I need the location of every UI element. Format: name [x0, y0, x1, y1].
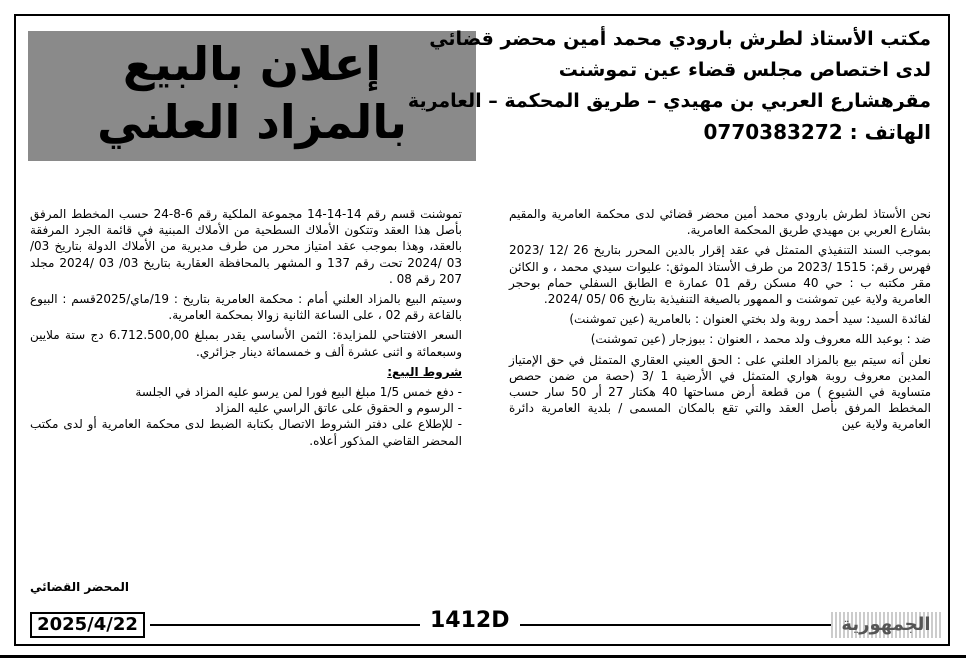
- header-jurisdiction: لدى اختصاص مجلس قضاء عين تموشنت: [558, 59, 931, 81]
- banner-title-line2: بالمزاد العلني: [97, 95, 407, 149]
- right-text-column: [509, 206, 931, 437]
- paragraph-debtor: ضد : بوعبد الله معروف ولد محمد ، العنوان : ببوزجار (عين تموشنت): [590, 332, 931, 347]
- bailiff-office-header: [407, 24, 931, 148]
- term-item: - للإطلاع على دفتر الشروط الاتصال بكتابة الضبط لدى محكمة العامرية أو لدى مكتب المحضر القاضي المذكور أعلاه.: [30, 417, 462, 448]
- footer-divider-left: [150, 624, 420, 626]
- page-bottom-rule: [0, 655, 966, 658]
- paragraph-beneficiary: لفائدة السيد: سيد أحمد روبة ولد بختي العنوان : بالعامرية (عين تموشنت): [569, 312, 931, 327]
- left-text-column: [30, 206, 462, 449]
- footer-divider-right: [520, 624, 840, 626]
- signature-bailiff: المحضر القضائي: [30, 580, 130, 594]
- banner-title-line1: إعلان بالبيع: [122, 37, 382, 91]
- paragraph-sale-notice: نعلن أنه سيتم بيع بالمزاد العلني على : الحق العيني العقاري المتمثل في حق الإمتياز المدين معروف روبة هواري المتمثل في الأرضية 1 /3 (حصة من ضمن حصص متساوية في الشيوع ) من قطعة أرض مساحتها 40 هكتار 27 أر 50 سار حسب المخطط المرفق بأصل العقد والتي تقع بالمكان المسمى / بلدية العامرية دائرة العامرية ولاية عين: [509, 352, 932, 432]
- publication-date: 2025/4/22: [30, 612, 145, 638]
- paragraph-opening-price: السعر الافتتاحي للمزايدة: الثمن الأساسي يقدر بمبلغ 6.712.500,00 دج ستة ملايين وسبعمائة و اثنى عشرة ألف و خمسمائة دينار جزائري.: [30, 328, 463, 359]
- terms-title: شروط البيع:: [387, 364, 462, 379]
- term-item: - دفع خمس 1/5 مبلغ البيع فورا لمن يرسو عليه المزاد في الجلسة: [135, 385, 462, 400]
- header-office-name: مكتب الأستاذ لطرش بارودي محمد أمين محضر قضائي: [429, 28, 931, 50]
- paragraph-auction-date: وسيتم البيع بالمزاد العلني أمام : محكمة العامرية بتاريخ : 19/ماي/2025قسم : البيوع بالقاعة رقم 02 ، على الساعة الثانية زوالا بمحكمة العامرية.: [30, 292, 462, 323]
- ad-reference-code: 1412D: [430, 608, 510, 633]
- paragraph-enforcement-title: بموجب السند التنفيذي المتمثل في عقد إقرار بالدين المحرر بتاريخ 26 /12 /2023 فهرس رقم: 1515 /2023 من طرف الأستاذ الموثق: عليوات سيدي محمد ، و الكائن مقر مكتبه ب : حي 40 مسكن رقم 01 عمارة e الطابق السفلي حمام بوحجر العامرية ولاية عين تموشنت و الممهور بالصيغة التنفيذية بتاريخ 06 /05 /2024.: [509, 243, 932, 307]
- paragraph-property-details: تموشنت قسم رقم 14-14-14 مجموعة الملكية رقم 6-8-24 حسب المخطط المرفق بأصل هذا العقد وتتكون الأملاك السطحية من الأملاك المبنية في قائمة الجرد المرفقة بالعقد، وهذا بموجب عقد امتياز محرر من طرف مديرية من الأملاك الدولة بتاريخ 03/ 03 /2024 تحت رقم 137 و المشهر بالمحافظة العقارية بتاريخ 03/ 03 /2024 مجلد 207 رقم 08 .: [30, 207, 462, 286]
- term-item: - الرسوم و الحقوق على عاتق الراسي عليه المزاد: [215, 401, 462, 416]
- header-phone: الهاتف : 0770383272: [703, 120, 931, 144]
- newspaper-logo: الجمهورية: [831, 612, 941, 638]
- header-address: مقرهشارع العربي بن مهيدي – طريق المحكمة – العامرية: [407, 90, 931, 112]
- paragraph-bailiff-intro: نحن الأستاذ لطرش بارودي محمد أمين محضر قضائي لدى محكمة العامرية والمقيم بشارع العربي بن مهيدي طريق المحكمة العامرية.: [509, 207, 931, 238]
